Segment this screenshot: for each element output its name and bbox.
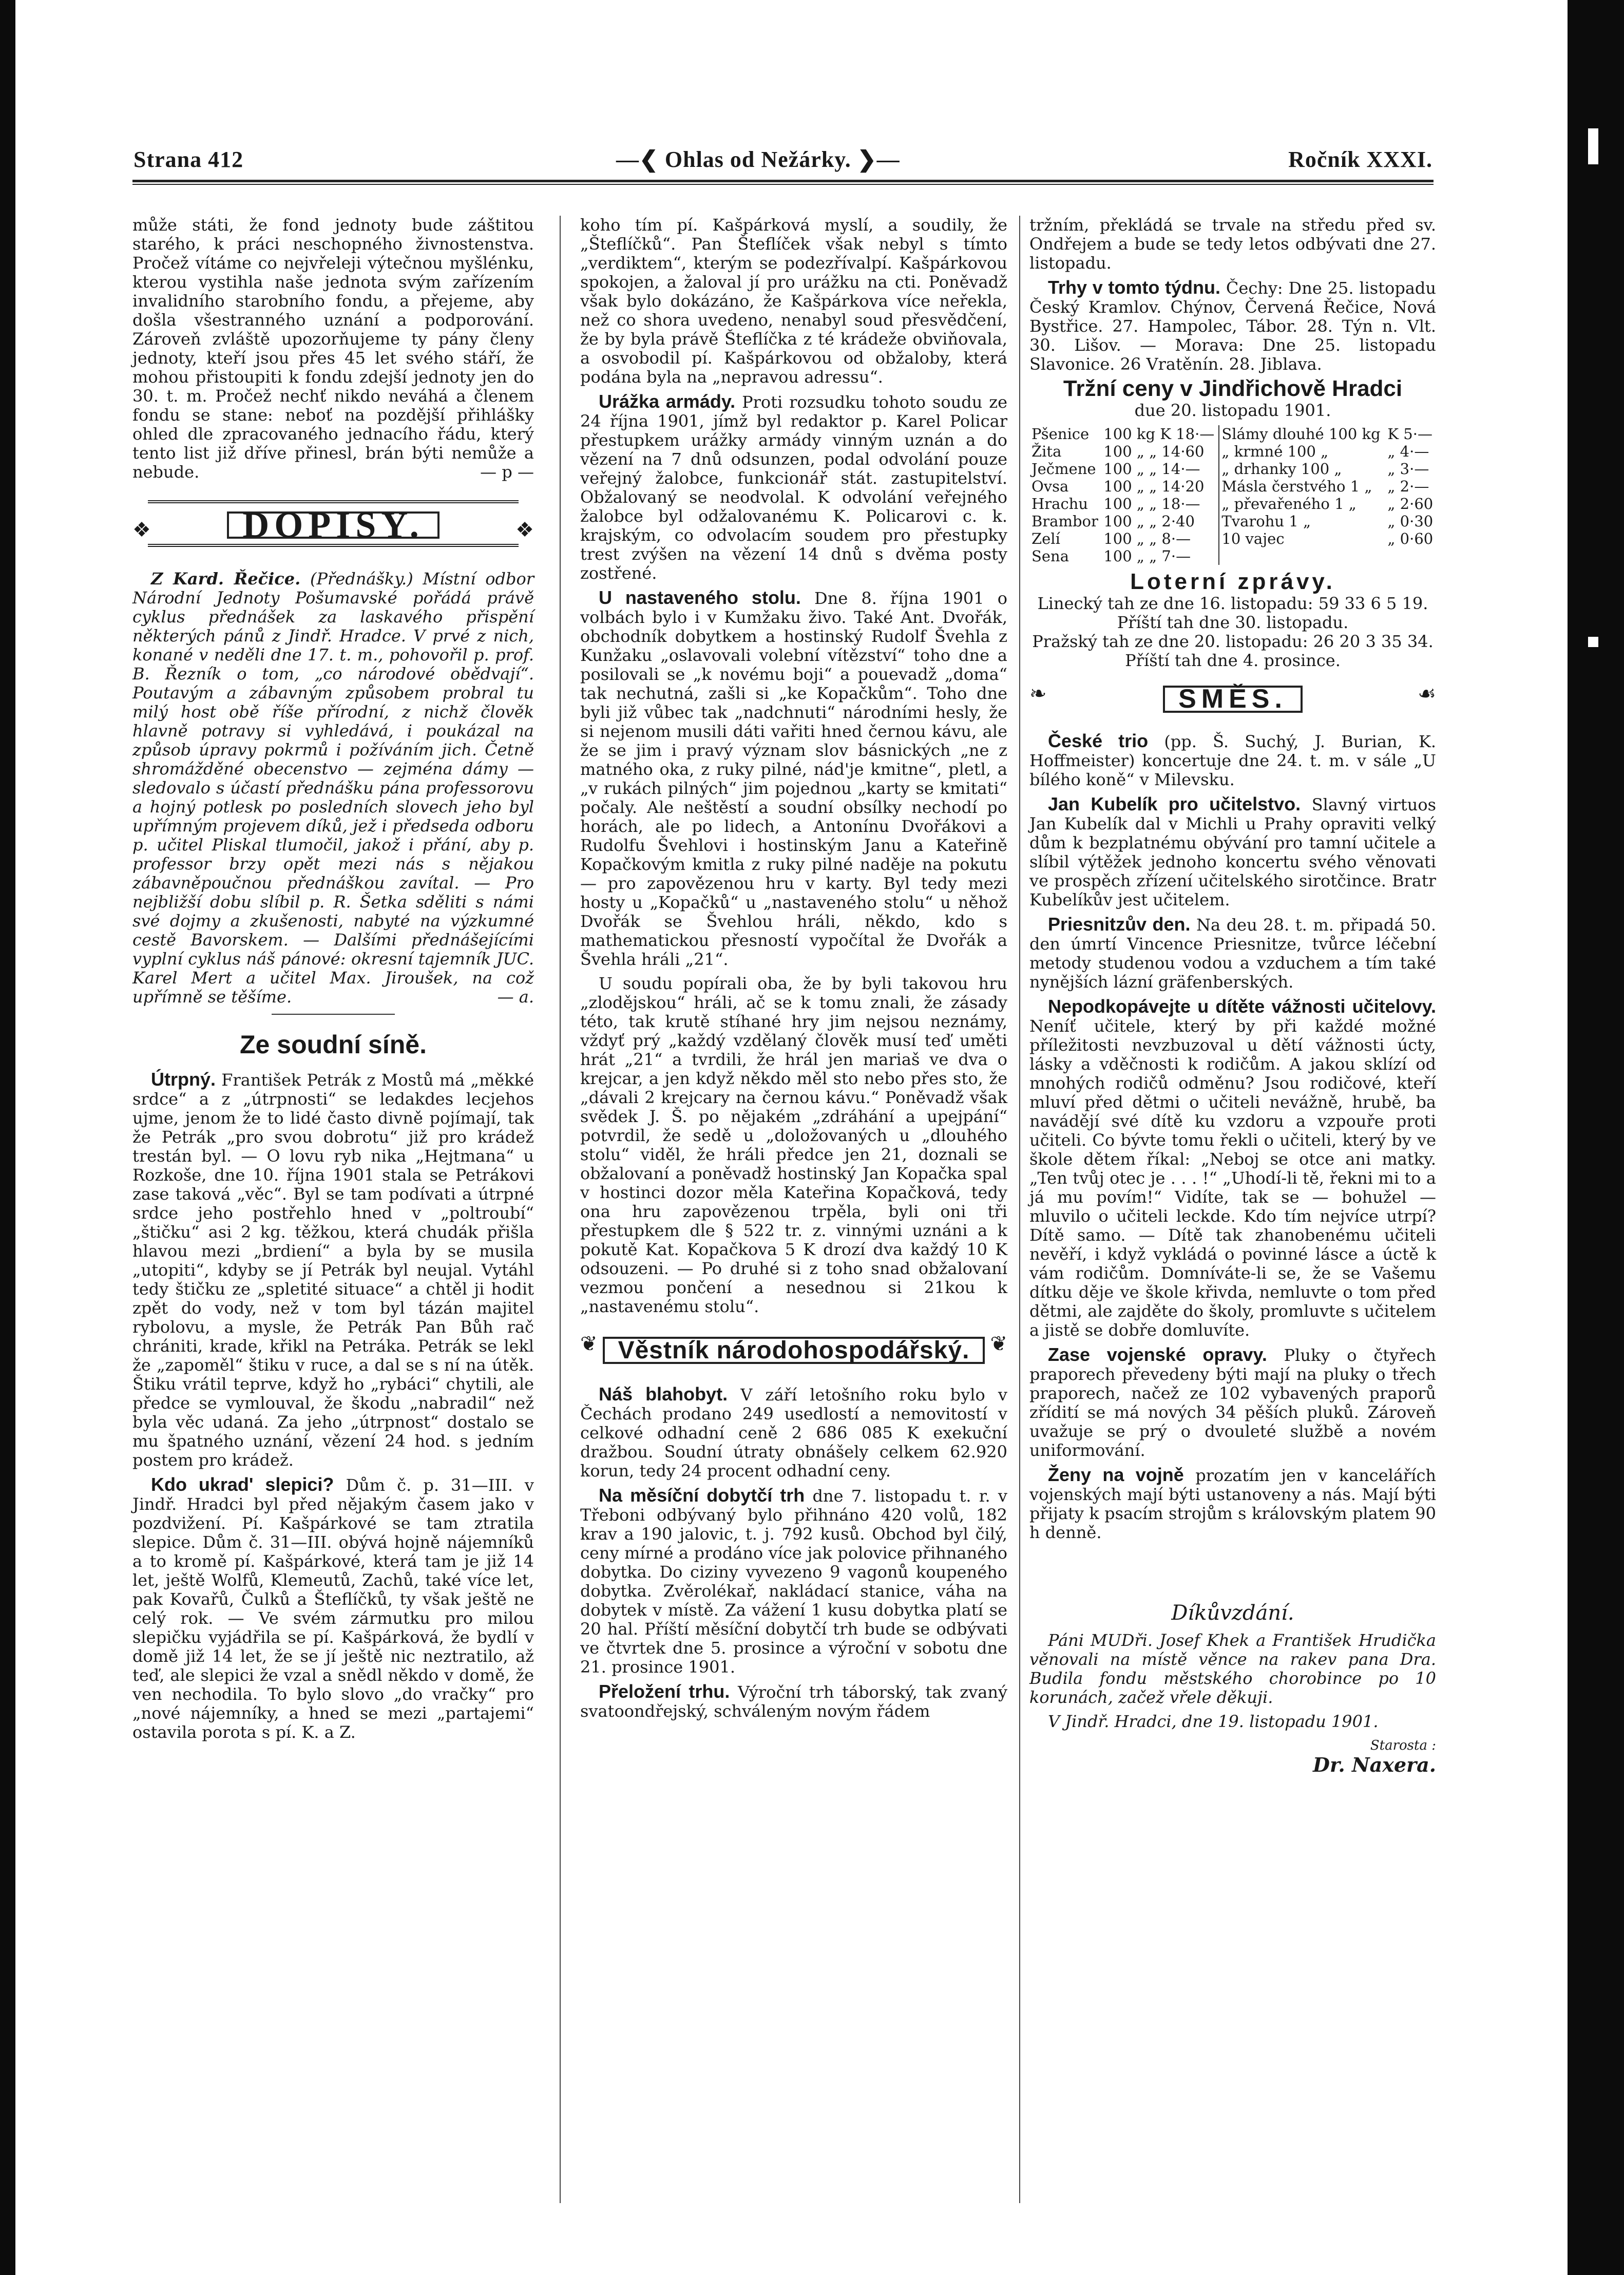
price-value: „ 0·30 [1387, 513, 1434, 530]
price-item: „ převařeného 1 „ [1219, 495, 1385, 513]
price-value [1385, 547, 1436, 565]
trio-article [1029, 731, 1436, 789]
markets-article-lead: Trhy v tomto týdnu. [1048, 277, 1221, 298]
fair-article-body: dne 7. listopadu t. r. v Třeboni odbývaný bylo přihnáno 420 volů, 182 krav a 190 jalovic, t. j. 792 kusů. Obchod byl čilý, ceny mírné a prodáno více jak polovice přihnaného dobytka. Do ciziny vyvezeno 9 vagonů koupeného dobytka. Zvěrolékař, nakládací stanice, váha na dobytek v místě. Za vážení 1 kusu dobytka platí se 20 hal. Příští měsíční dobytčí trh bude se odbývati ve čtvrtek dne 5. prosince a výroční v sobotu dne 21. prosince 1901. [580, 1486, 1008, 1677]
prices-row [1029, 443, 1436, 460]
prices-row [1029, 547, 1436, 565]
prices-table-body [1029, 425, 1436, 565]
court-article-2 [132, 1475, 534, 1742]
move-article-body: Výroční trh táborský, tak zvaný svatoondřejský, schváleným novým řádem [580, 1682, 1008, 1721]
price-value: „ 4·— [1387, 443, 1429, 460]
prices-heading: Tržní ceny v Jindřichově Hradci [1063, 376, 1403, 401]
wives-article-lead: Ženy na vojně [1048, 1464, 1184, 1485]
fund-article-sign: — p — [480, 462, 534, 482]
trio-article-lead: České trio [1048, 730, 1149, 751]
header-rule [132, 180, 1434, 182]
army2-article-body: Pluky o čtyřech praporech převedeny býti mají na pluky o třech praporech, načež ze 102 vybavených praporů zřídití se má nových 34 pěších pluků. Zároveň uvažuje se prý o dvouleté službě a novém uniformování. [1029, 1345, 1436, 1460]
lottery-line-2: Příští tah dne 30. listopadu. [1117, 613, 1349, 632]
table-article-body: Dne 8. října 1901 o volbách bylo i v Kumžaku živo. Také Ant. Dvořák, obchodník dobytkem a hostinský Rudolf Švehla z Kunžaku „oslavovali volební vítězství“ toho dne a posilovali se „k novému boji“ a pouevadž „doma“ tak nechutná, zašli si „ke Kopačkům“. Toho dne byli již vůbec tak „nadchnuti“ národními hesly, že si nejenom musili dáti vařiti hned černou kávu, ale že se jim i pravý význam slov básnických „ne z matného oka, z ruky pilné, nád'je kmitne“, pletl, a „v rukách pilných“ jim pojednou „karty se kmitati“ počaly. Ale neštěstí a soudní obsílky nechodí po horách, ale po lidech, a Antonínu Dvořákovi a Rudolfu Švehlovi i hostinským Janu a Kateřině Kopačkovým kmitla z ruky pilné naděje na pokutu — pro zapovězenou hru v karty. Byl tedy mezi hosty u „Kopačků“ u „nastaveného stolu“ u něhož Dvořák se Švehlou hráli, někdo, kdo s mathematickou přesností vypočítal že Dvořák a Švehla hráli „21“. [580, 589, 1008, 969]
prices-row [1029, 425, 1436, 443]
thanks-body: Páni MUDři. Josef Khek a František Hrudička věnovali na místě věnce na rakev pana Dra. Budila fondu městského chorobince po 10 korunách, začež vřele děkuji. [1029, 1631, 1436, 1707]
table-article-lead: U nastaveného stolu. [599, 587, 801, 608]
column-divider-1 [560, 216, 561, 2203]
letter-lead: Z Kard. Řečice. [151, 569, 301, 589]
ornament-right-icon: ❦ [990, 1332, 1007, 1356]
ornament-left-icon: ❖ [132, 518, 151, 542]
column-1 [132, 216, 534, 1747]
price-value: „ 3·— [1387, 460, 1429, 478]
army-article-body: Proti rozsudku tohoto soudu ze 24 října 1901, jímž byl redaktor p. Karel Policar přestupkem urážky armády vinným uznán a do vězení na 7 dnů odsunzen, podal odvolání pouze veřejný žalobce, funkcionář stát. zastupitelství. Obžalovaný se neodvolal. K odvolání veřejného žalobce byl odžalovanému K. Policarovi c. k. krajským, co odvolacím soudem pro přestupky trest zvýšen na vězení 14 dnů s dvěma posty zostřené. [580, 392, 1007, 583]
teacher-article-body: Neníť učitele, který by při každé možné příležitosti nevzbuzoval u dětí vážnosti úcty, lásky a vděčnosti k rodičům. A jakou sklízí od mnohých rodičů odměnu? Jsou rodičové, kteří mluví před dětmi o učiteli nevážně, hrubě, ba navádějí své dítě ku vzdoru a vzpouře proti učiteli. Co bývte tomu řekli o učiteli, který by ve škole dětem říkal: „Neboj se otce ani matky. „Ten tvůj otec je . . . !“ „Uhodí-li tě, řekni mi to a já mu povím!“ Vidíte, tak se — bohužel — mluvilo o učiteli leckde. Kdo tím nejvíce utrpí? Dítě samo. — Dítě tak zhanobenému učiteli nevěří, i když vykládá o povinné lásce a úctě k vám rodičům. Domníváte-li se, že se Vašemu dítku děje ve škole křivda, nemluvte o tom před dětmi, ale zajděte do školy, promluvte s učitelem a jistě se dobře domluvíte. [1029, 1016, 1436, 1340]
court-article-2-body: Dům č. p. 31—III. v Jindř. Hradci byl před nějakým časem jako v pozdvižení. Pí. Kašpárkové se tam ztratila slepice. Dům č. 31—III. obývá hojně nájemníků a to kromě pí. Kašpárkové, která tam je již 14 let, ještě Wolfů, Klemeutů, Zachů, také více let, pak Kovařů, Čulků a Šteflíčků, ty však ještě ne celý rok. — Ve svém zármutku pro milou slepičku vyjádřila se pí. Kašpárková, že bydlí v domě již 14 let, že se jí ještě nic neztratilo, až teď, ale slepici že vzal a snědl někdo v domě, že ven nechodila. To bylo slovo „do vračky“ pro „nové nájemníky, a hned se mezi „partajemi“ ostavila porota s pí. K. a Z. [132, 1475, 534, 1742]
army2-article-lead: Zase vojenské opravy. [1048, 1344, 1267, 1365]
prices-row [1029, 495, 1436, 513]
smes-heading: SMĚS. [1163, 686, 1303, 713]
army-article [580, 392, 1007, 583]
wives-article [1029, 1465, 1436, 1542]
court-article-1-lead: Útrpný. [151, 1069, 216, 1090]
letter-body: (Přednášky.) Místní odbor Národní Jednoty Pošumavské pořádá právě cyklus přednášek za laskavého přispění některých pánů z Jindř. Hradce. V prvé z nich, konané v neděli dne 17. t. m., pohovořil p. prof. B. Řezník o tom, „co národové obědvají“. Poutavým a zábavným způsobem probral tu milý host obě říše přírodní, z nichž člověk hlavně potravy si vyhledává, i poukázal na způsob úpravy pokrmů i požíváním jich. Četně shromážděné obecenstvo — zejména dámy — sledovalo s účastí přednášku pána professorovu a hojný potlesk po posledních slovech jeho byl upřímným projevem díků, jež i předseda odboru p. učitel Pliskal tlumočil, jakož i přání, aby p. professor brzy opět mezi nás s nějakou zábavněpoučnou přednáškou zavítal. — Pro nejbližší dobu slíbil p. R. Šetka sděliti s námi své dojmy a zkušenosti, nabyté na výzkumné cestě Bavorskem. — Dalšími přednášejícími vyplní cyklus náš pánové: okresní tajemník JUC. Karel Mert a učitel Max. Jiroušek, na což upřímně se těšíme. [132, 569, 534, 1007]
lottery-heading: Loterní zprávy. [1130, 569, 1335, 594]
fair-article [580, 1486, 1007, 1677]
welfare-article [580, 1385, 1007, 1481]
prices-row [1029, 530, 1436, 547]
thanks-signature-name: Dr. Naxera. [1312, 1753, 1436, 1776]
price-value: 100 „ „ 2·40 [1103, 513, 1195, 530]
price-item: Hrachu [1031, 495, 1088, 513]
army2-article [1029, 1345, 1436, 1460]
price-value: 100 kg K 18·— [1103, 425, 1215, 443]
price-value: 100 „ „ 8·— [1103, 530, 1191, 547]
kubelik-article [1029, 794, 1436, 909]
prices-table [1029, 425, 1436, 565]
table-article-2: U soudu popírali oba, že by byli takovou hru „zlodějskou“ hráli, ač se k tomu znali, že zásady této, tak krutě stíhané hry jim nejsou neznámy, vždyť prý „každý vzdělaný člověk musí teď uměti hrát „21“ a tvrdili, že hrál jen mariaš ve dva o krejcar, a jen když někdo měl sto nebo přes sto, že „dávali 2 krejcary na černou kávu.“ Poněvadž však svědek J. Š. po nějakém „zdráhání a upejpání“ potvrdil, že sedě u „doložovaných u „dlouhého stolu“ viděl, že hráli předce jen 21, doznali se obžalovaní a poněvadž hostinský Jan Kopačka spal v hostinci dozor měla Kateřina Kopačková, tedy ona hru zapovězenou trpěla, byli oni tři přestupkem dle § 522 tr. z. vinnými uznáni a k pokutě Kat. Kopačkova 5 K drozí dva každý 10 K odsouzeni. — Po druhé si z toho snad obžalovaní vezmou pončení a nesednou si 21kou k „nastavenému stolu“. [580, 974, 1007, 1316]
price-item: Zelí [1031, 530, 1060, 547]
welfare-article-body: V září letošního roku bylo v Čechách prodano 249 usedlostí a nemovitostí v celkové odhadní ceně 2 686 085 K exekuční dražbou. Soudní útraty obnášely celkem 62.920 korun, tedy 24 procent odhadní ceny. [580, 1385, 1008, 1481]
dopisy-banner [132, 500, 534, 550]
letter-kard-recice [132, 570, 534, 1007]
column-3 [1029, 216, 1436, 1779]
prices-row [1029, 460, 1436, 478]
move-article [580, 1682, 1007, 1721]
price-item: 10 vajec [1219, 530, 1385, 547]
price-item: Ovsa [1031, 478, 1069, 495]
prices-row [1029, 513, 1436, 530]
thanks-signature-role: Starosta : [1370, 1738, 1436, 1753]
move-article-lead: Přeložení trhu. [599, 1681, 730, 1702]
trio-article-body: (pp. Š. Suchý, J. Burian, K. Hoffmeister) koncertuje dne 24. t. m. v sále „U bílého koně“ v Milevsku. [1029, 732, 1437, 789]
court-article-2-cont: koho tím pí. Kašpárková myslí, a soudily, že „Šteflíčků“. Pan Šteflíček však nebyl s tímto „verdiktem“, kterým se podezřívalpí. Kašpárkovou spokojen, a žaloval jí pro urážku na cti. Poněvadž však bylo dokázáno, že Kašpárkova více neřekla, než co shora uvedeno, nenabyl soud přesvědčení, že by byla právě Šteflíčka z té krádeže obviňovala, a osvobodil pí. Kašpárkovou od obžaloby, která podána byla na „nepravou adressu“. [580, 215, 1007, 387]
price-item: Brambor [1031, 513, 1098, 530]
price-item: Žita [1031, 443, 1062, 460]
priessnitz-article-body: Na deu 28. t. m. připadá 50. den úmrtí Vincence Priesnitze, tvůrce léčební metody studenou vodou a vzduchem a tím také nynějších lázní gräfenberských. [1029, 915, 1437, 992]
markets-article [1029, 278, 1436, 374]
ornament-right-icon: ❖ [515, 518, 534, 542]
welfare-article-lead: Náš blahobyt. [599, 1383, 728, 1405]
price-value: „ 2·60 [1387, 495, 1434, 513]
priessnitz-article-lead: Priesnitzův den. [1048, 914, 1191, 935]
column-divider-2 [1019, 216, 1020, 2203]
markets-article-body: Čechy: Dne 25. listopadu Český Kramlov. Chýnov, Červená Řečice, Nová Bystřice. 27. Hampolec, Tábor. 28. Týn n. Vlt. 30. Lišov. — Morava: Dne 25. listopadu Slavonice. 26 Vratěnín. 28. Jiblava. [1029, 278, 1437, 374]
price-item: Slámy dlouhé 100 kg [1219, 425, 1385, 443]
prices-row [1029, 478, 1436, 495]
smes-banner [1029, 680, 1436, 718]
ornament-left-icon: ❧ [1029, 682, 1047, 706]
teacher-article [1029, 997, 1436, 1340]
teacher-article-lead: Nepodkopávejte u dítěte vážnosti učitelovy. [1048, 996, 1436, 1017]
court-heading: Ze soudní síně. [240, 1030, 427, 1059]
column-2 [580, 216, 1007, 1726]
lottery-line-4: Příští tah dne 4. prosince. [1125, 651, 1341, 670]
fund-article [132, 216, 534, 482]
price-value: 100 „ „ 14·20 [1103, 478, 1205, 495]
lottery-line-1: Linecký tah ze dne 16. listopadu: 59 33 6 5 19. [1037, 594, 1428, 613]
volume-number: Ročník XXXI. [1288, 147, 1432, 172]
price-item: „ krmné 100 „ [1219, 443, 1385, 460]
priessnitz-article [1029, 915, 1436, 992]
price-value: „ 2·— [1387, 478, 1429, 495]
price-value: 100 „ „ 7·— [1103, 547, 1191, 565]
price-value: 100 „ „ 14·60 [1103, 443, 1205, 460]
thanks-heading: Díkůvzdání. [1171, 1601, 1294, 1625]
price-item: Másla čerstvého 1 „ [1219, 478, 1385, 495]
section-rule [272, 1014, 395, 1015]
price-item: Tvarohu 1 „ [1219, 513, 1385, 530]
fund-article-text: může státi, že fond jednoty bude záštitou starého, k práci neschopného živnostenstva. Pročež vítáme co nejvřeleji výtečnou myšlénku, kterou vystihla naše jednota svým zařízením invalidního starobního fondu, a přejeme, aby došla všestranného uznání a podporování. Zároveň zvláště upozorňujeme ty pány členy jednoty, kteří jsou přes 45 let svého stáří, že mohou přistoupiti k fondu zdejší jednoty jen do 30. t. m. Pročež nechť nikdo neváhá a členem fondu se stane: neboť na pozdější přihlášky ohled dle zpracovaného jednacího řádu, který tento list již dříve přinesl, brán býti nemůže a nebude. [132, 215, 534, 482]
price-value: „ 0·60 [1387, 530, 1434, 547]
dopisy-heading: DOPISY. [227, 511, 439, 539]
kubelik-article-body: Slavný virtuos Jan Kubelík dal v Michli u Prahy opraviti velký dům k bezplatnému obývání pro tamní učitele a slíbil výtěžek jednoho koncertu svého věnovati ve prospěch zřízení učitelského sirotčince. Bratr Kubelíkův jest učitelem. [1029, 795, 1437, 909]
kubelik-article-lead: Jan Kubelík pro učitelstvo. [1048, 793, 1301, 814]
table-article [580, 588, 1007, 969]
price-item: Pšenice [1031, 425, 1090, 443]
price-item [1219, 547, 1385, 565]
ornament-left-icon: ❦ [580, 1332, 598, 1356]
paper-title: —❮ Ohlas od Nežárky. ❯— [616, 147, 900, 172]
fair-article-lead: Na měsíční dobytčí trh [599, 1485, 805, 1506]
price-item: Ječmene [1031, 460, 1096, 478]
court-article-1-body: František Petrák z Mostů má „měkké srdce“ a z „útrpnosti“ se ledakdes lecjehos ujme, jenom že to lidé často divně pojímají, tak že Petrák „pro svou dobrotu“ již pro krádež trestán byl. — O lovu ryb nika „Hejtmana“ u Rozkoše, dne 10. října 1901 stala se Petrákovi zase taková „věc“. Byl se tam podívati a útrpné srdce jeho postřehlo hned v „poltroubí“ „štičku“ asi 2 kg. těžkou, která chudák přišla hlavou mezi „brdiení“ a byla by se musila „utopiti“, kdyby se jí Petrák byl neujal. Vytáhl tedy štičku ze „spletité situace“ a chtěl ji hodit zpět do vody, než v tom byl tázán majitel rybolovu, a mysle, že Petrák Pan Bůh rač chrániti, krade, křikl na Petráka. Petrák se lekl že „zapoměl“ štiku v ruce, a dal se s ní na útěk. Štiku vrátil teprve, když ho „rybáci“ chytili, ale předce se vymlouval, že škodu „nabradil“ než byla věc udaná. Za jeho „útrpnost“ dostalo se mu špatného uznání, vězení 24 hod. s jedním postem pro krádež. [132, 1070, 534, 1470]
court-article-2-lead: Kdo ukrad' slepici? [151, 1474, 334, 1495]
price-item: „ drhanky 100 „ [1219, 460, 1385, 478]
paper-title-text: Ohlas od Nežárky. [664, 147, 851, 172]
court-article-1 [132, 1070, 534, 1470]
price-value: 100 „ „ 18·— [1103, 495, 1200, 513]
vestnik-heading: Věstník národohospodářský. [603, 1337, 985, 1364]
page-number: Strana 412 [133, 147, 244, 172]
header-rule-thin [132, 184, 1434, 185]
price-value: 100 „ „ 14·— [1103, 460, 1200, 478]
wives-article-body: prozatím jen v kancelářích vojenských mají býti ustanoveny a nás. Mají býti přijaty k psacím strojům s královským platem 90 h denně. [1029, 1466, 1436, 1542]
lottery-line-3: Pražský tah ze dne 20. listopadu: 26 20 3 35 34. [1032, 632, 1434, 651]
price-item: Sena [1031, 547, 1069, 565]
vestnik-banner [580, 1332, 1007, 1369]
move-article-cont: tržním, překládá se trvale na středu před sv. Ondřejem a bude se tedy letos odbývati dne 27. listopadu. [1029, 215, 1436, 273]
army-article-lead: Urážka armády. [599, 391, 736, 412]
prices-date: due 20. listopadu 1901. [1134, 401, 1331, 420]
ornament-right-icon: ☙ [1418, 682, 1436, 706]
letter-sign: — a. [497, 987, 534, 1007]
price-value: K 5·— [1387, 425, 1432, 443]
thanks-place-date: V Jindř. Hradci, dne 19. listopadu 1901. [1048, 1712, 1379, 1731]
